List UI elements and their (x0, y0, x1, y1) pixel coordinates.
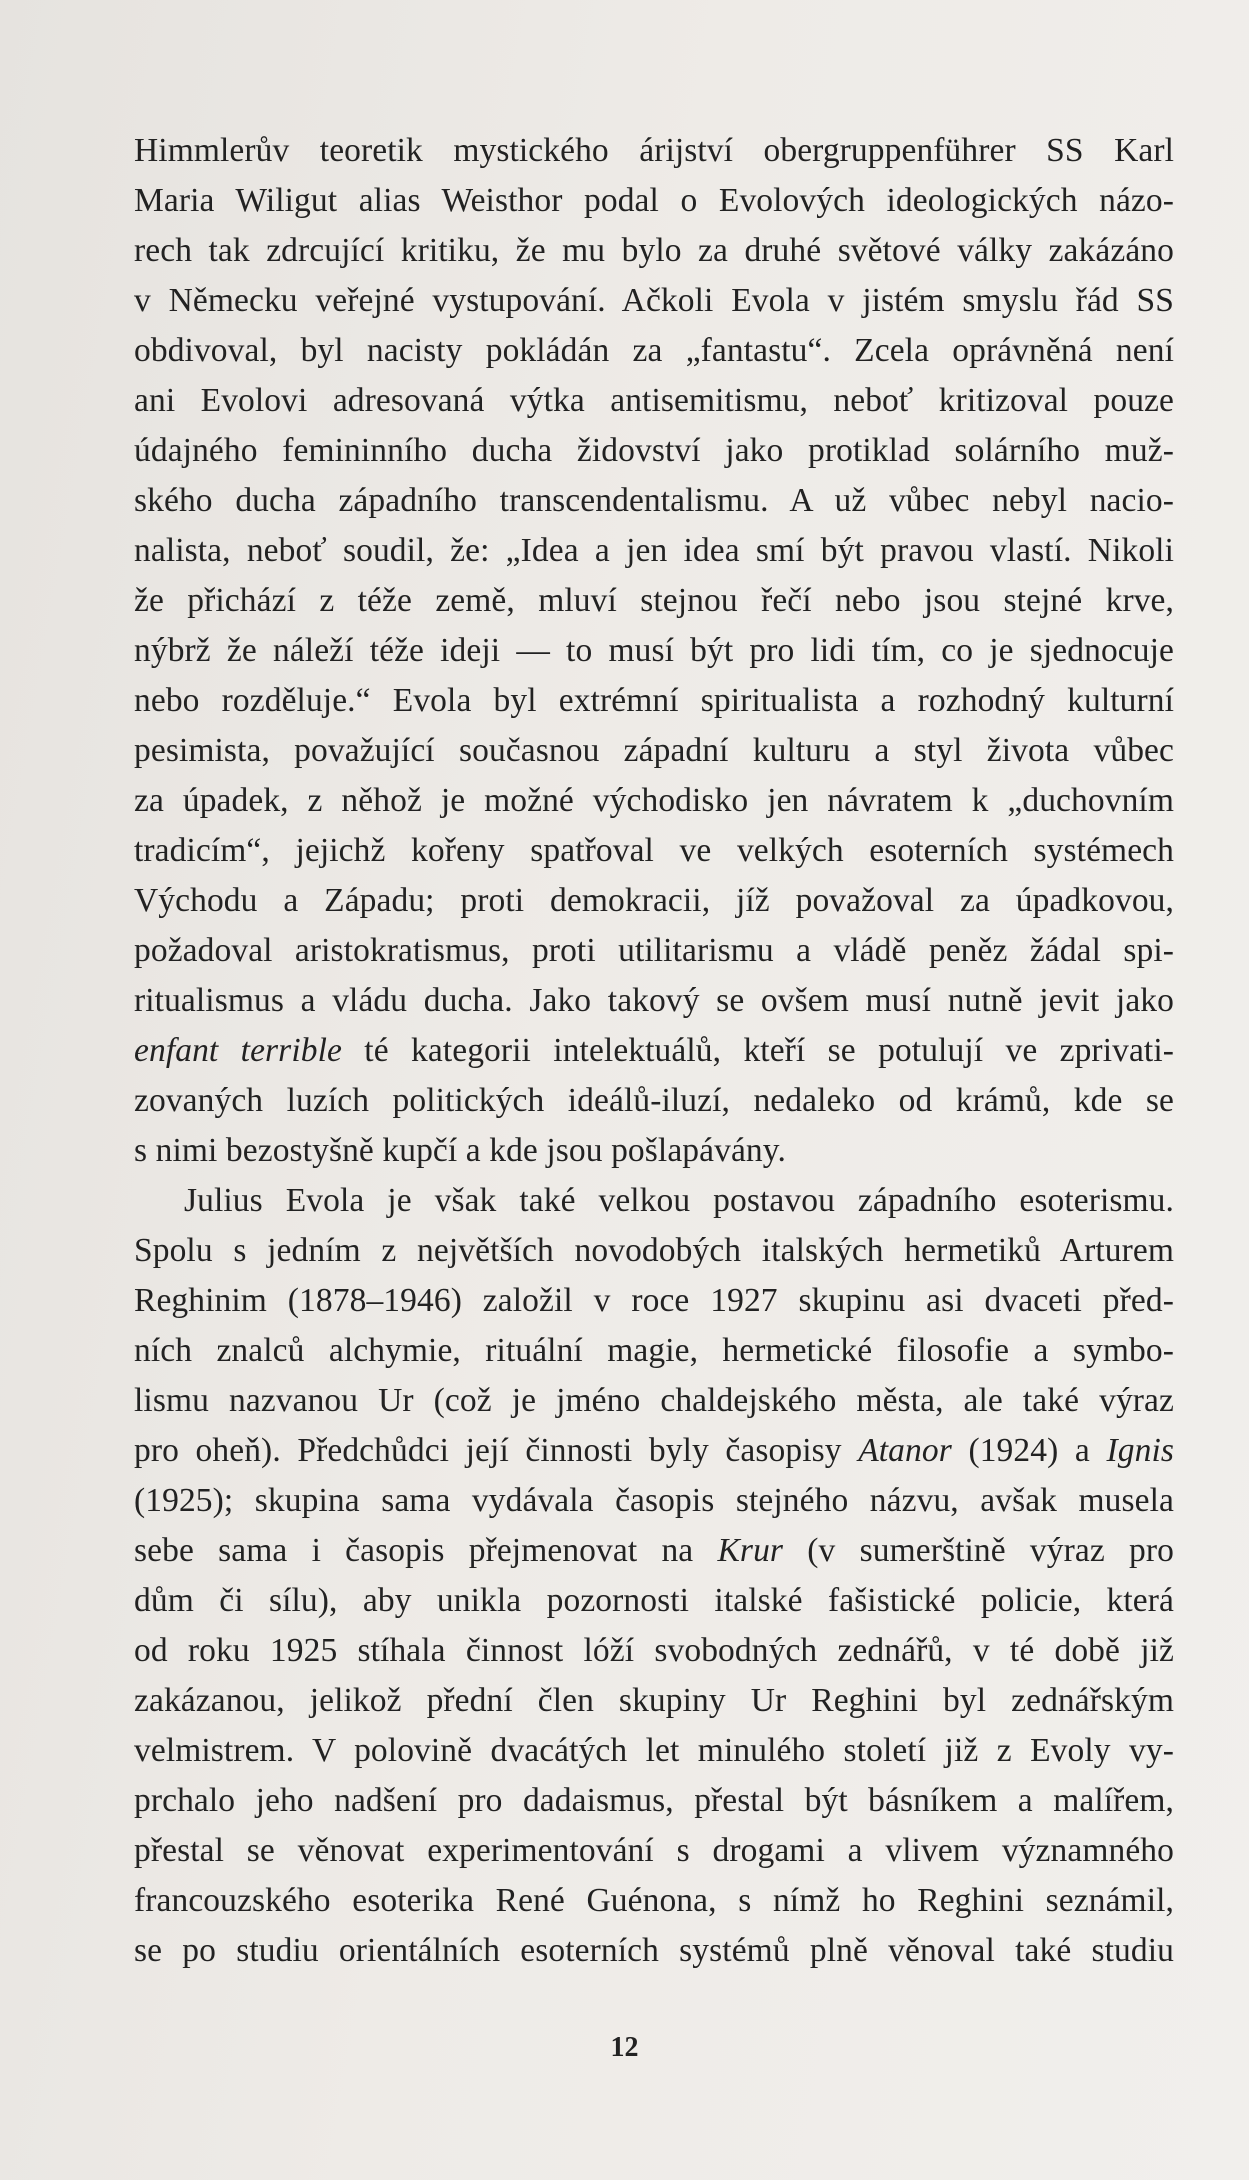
text-line: zovaných luzích politických ideálů-iluzí, nedaleko od krámů, kde se (134, 1082, 1174, 1119)
text-line: se po studiu orientálních esoterních systémů plně věnoval také studiu (134, 1932, 1174, 1969)
text-line: dům či sílu), aby unikla pozornosti italské fašistické policie, která (134, 1582, 1174, 1619)
paragraph-1 (134, 126, 1174, 1176)
italic-title: Atanor (858, 1432, 952, 1469)
text-line: přestal se věnovat experimentování s drogami a vlivem významného (134, 1832, 1174, 1869)
text-line: s nimi bezostyšně kupčí a kde jsou pošlapávány. (134, 1132, 786, 1169)
text-line: ského ducha západního transcendentalismu. A už vůbec nebyl nacio- (134, 482, 1174, 519)
text-line: v Německu veřejné vystupování. Ačkoli Evola v jistém smyslu řád SS (134, 282, 1174, 319)
text-segment: (v sumerštině výraz pro (783, 1532, 1174, 1569)
text-segment: sebe sama i časopis přejmenovat na (134, 1532, 718, 1569)
text-line: nýbrž že náleží téže ideji — to musí být pro lidi tím, co je sjednocuje (134, 632, 1174, 669)
page-number: 12 (610, 2032, 639, 2063)
text-line: Maria Wiligut alias Weisthor podal o Evolových ideologických názo- (134, 182, 1174, 219)
text-line: (1925); skupina sama vydávala časopis stejného názvu, avšak musela (134, 1482, 1174, 1519)
text-line: zakázanou, jelikož přední člen skupiny Ur Reghini byl zednářským (134, 1682, 1174, 1719)
text-line: ani Evolovi adresovaná výtka antisemitismu, neboť kritizoval pouze (134, 382, 1174, 419)
text-line: od roku 1925 stíhala činnost lóží svobodných zednářů, v té době již (134, 1632, 1174, 1669)
italic-title: Ignis (1106, 1432, 1174, 1469)
text-line: že přichází z téže země, mluví stejnou řečí nebo jsou stejné krve, (134, 582, 1174, 619)
text-line: rech tak zdrcující kritiku, že mu bylo za druhé světové války zakázáno (134, 232, 1174, 269)
text-line: ritualismus a vládu ducha. Jako takový se ovšem musí nutně jevit jako (134, 982, 1174, 1019)
text-line: lismu nazvanou Ur (což je jméno chaldejského města, ale také výraz (134, 1382, 1174, 1419)
text-line: obdivoval, byl nacisty pokládán za „fantastu“. Zcela oprávněná není (134, 332, 1174, 369)
text-line: francouzského esoterika René Guénona, s nímž ho Reghini seznámil, (134, 1882, 1174, 1919)
text-segment: (1924) a (951, 1432, 1107, 1469)
text-line: velmistrem. V polovině dvacátých let minulého století již z Evoly vy- (134, 1732, 1174, 1769)
italic-term: enfant terrible (134, 1032, 342, 1069)
body-text (134, 126, 1174, 1976)
text-line: Reghinim (1878–1946) založil v roce 1927 skupinu asi dvaceti před- (134, 1282, 1174, 1319)
text-line: tradicím“, jejichž kořeny spatřoval ve velkých esoterních systémech (134, 832, 1174, 869)
text-line: Julius Evola je však také velkou postavou západního esoterismu. (184, 1182, 1174, 1219)
text-line-italic (134, 1526, 1174, 1576)
text-line: prchalo jeho nadšení pro dadaismus, přestal být básníkem a malířem, (134, 1782, 1174, 1819)
text-line: ních znalců alchymie, rituální magie, hermetické filosofie a symbo- (134, 1332, 1174, 1369)
italic-title: Krur (717, 1532, 784, 1569)
text-line: údajného femininního ducha židovství jako protiklad solárního muž- (134, 432, 1174, 469)
text-line: pesimista, považující současnou západní kulturu a styl života vůbec (134, 732, 1174, 769)
text-line: Východu a Západu; proti demokracii, jíž považoval za úpadkovou, (134, 882, 1174, 919)
text-line: Spolu s jedním z největších novodobých italských hermetiků Arturem (134, 1232, 1174, 1269)
text-line: nebo rozděluje.“ Evola byl extrémní spiritualista a rozhodný kulturní (134, 682, 1174, 719)
text-line-italic (134, 1426, 1174, 1476)
text-line: Himmlerův teoretik mystického árijství obergruppenführer SS Karl (134, 132, 1174, 169)
text-segment: pro oheň). Předchůdci její činnosti byly časopisy (134, 1432, 859, 1469)
paragraph-2 (134, 1176, 1174, 1976)
text-line-italic (134, 1026, 1174, 1076)
text-line: nalista, neboť soudil, že: „Idea a jen idea smí být pravou vlastí. Nikoli (134, 532, 1174, 569)
text-line: za úpadek, z něhož je možné východisko jen návratem k „duchovním (134, 782, 1174, 819)
text-line: požadoval aristokratismus, proti utilitarismu a vládě peněz žádal spi- (134, 932, 1174, 969)
text-segment: té kategorii intelektuálů, kteří se potulují ve zprivati- (341, 1032, 1174, 1069)
